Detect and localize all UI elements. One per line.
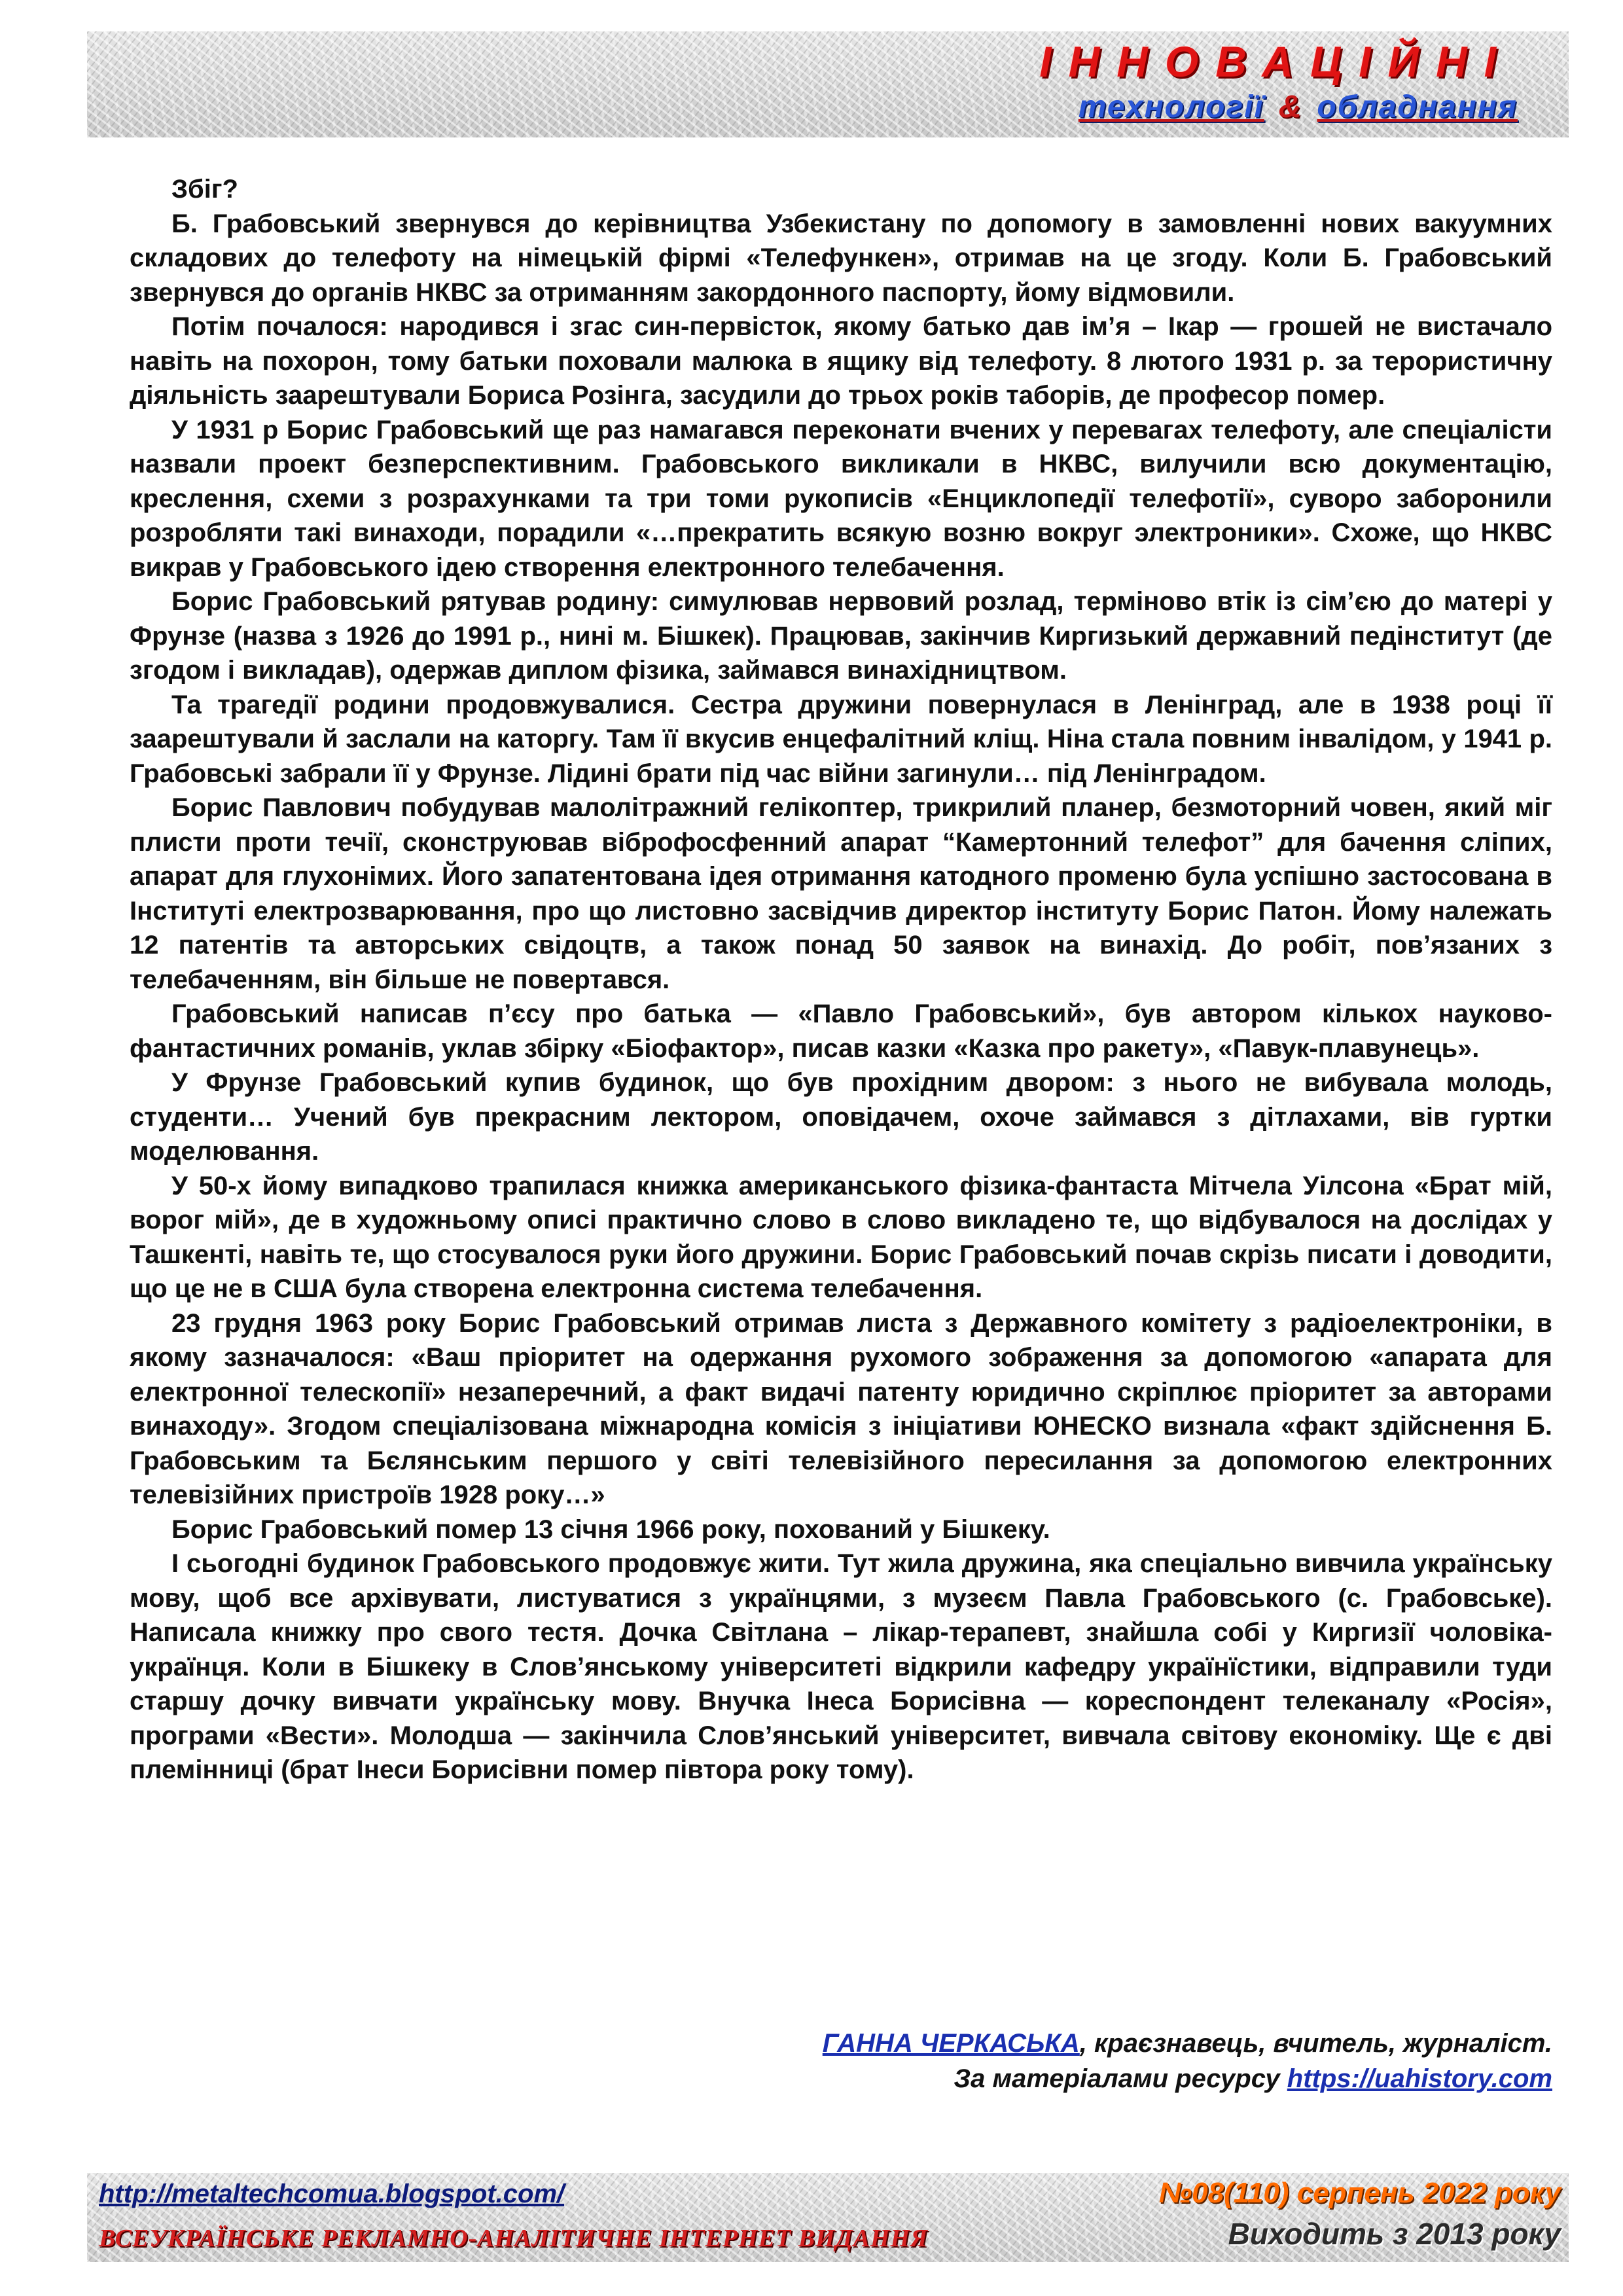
author-line — [823, 2026, 1552, 2061]
paragraph: Потім почалося: народився і згас син-первісток, якому батько дав ім’я – Ікар — грошей не вистачало навіть на похорон, тому батьки поховали малюка в ящику від телефоту. 8 лютого 1931 р. за терористичну діяльність заарештували Бориса Розінга, засудили до трьох років таборів, де професор помер. — [130, 312, 1552, 410]
source-line — [823, 2061, 1552, 2096]
blog-url-link[interactable]: http://metaltechcomua.blogspot.com/ — [99, 2179, 565, 2208]
author-link[interactable]: ГАННА ЧЕРКАСЬКА — [822, 2029, 1080, 2058]
magazine-title: ІННОВАЦІЙНІ — [1039, 37, 1513, 86]
paragraph: Борис Грабовський рятував родину: симулював нервовий розлад, терміново втік із сім’єю до матері у Фрунзе (назва з 1926 до 1991 р., нині м. Бішкек). Працював, закінчив Киргизький державний педінститут (де згодом і викладав), одержав диплом фізика, займався винахідництвом. — [130, 587, 1552, 685]
publication-description: ВСЕУКРАЇНСЬКЕ РЕКЛАМНО-АНАЛІТИЧНЕ ІНТЕРНЕТ ВИДАННЯ — [99, 2225, 929, 2252]
paragraph: У Фрунзе Грабовський купив будинок, що був прохідним двором: з нього не вибувала молодь, студенти… Учений був прекрасним лектором, оповідачем, охоче займався з дітлахами, вів гуртки моделювання. — [130, 1068, 1552, 1166]
paragraph: Б. Грабовський звернувся до керівництва Узбекистану по допомогу в замовленні нових вакуумних складових до телефоту на німецькій фірмі «Телефункен», отримав на це згоду. Коли Б. Грабовський звернувся до органів НКВС за отриманням закордонного паспорту, йому відмовили. — [130, 209, 1552, 307]
issue-number: №08(110) серпень 2022 року — [1158, 2177, 1561, 2209]
paragraph: Грабовський написав п’єсу про батька — «Павло Грабовський», був автором кількох науково-фантастичних романів, уклав збірку «Біофактор», писав казки «Казка про ракету», «Павук-плавунець». — [130, 999, 1552, 1063]
published-since: Виходить з 2013 року — [1228, 2217, 1561, 2251]
article-signature — [823, 2026, 1552, 2096]
paragraph: І сьогодні будинок Грабовського продовжує жити. Тут жила дружина, яка спеціально вивчила українську мову, щоб все архівувати, листуватися з українцями, з музеєм Павла Грабовського (с. Грабовське). Написала книжку про свого тестя. Дочка Світлана – лікар-терапевт, знайшла собі у Киргизії чоловіка-українця. Коли в Бішкеку в Слов’янському університеті відкрили кафедру українїстики, відправили туди старшу дочку вивчати українську мову. Внучка Інеса Борисівна — кореспондент телеканалу «Росія», програми «Вести». Молодша — закінчила Слов’янський університет, вивчала світову економіку. Ще є дві племінниці (брат Інеси Борисівни помер півтора року тому). — [130, 1549, 1552, 1784]
source-link[interactable]: https://uahistory.com — [1287, 2064, 1552, 2093]
magazine-subtitle — [1079, 89, 1518, 125]
article-body — [130, 172, 1552, 1787]
paragraph: Борис Грабовський помер 13 січня 1966 року, похований у Бішкеку. — [171, 1515, 1050, 1544]
paragraph: 23 грудня 1963 року Борис Грабовський отримав листа з Державного комітету з радіоелектроніки, в якому зазначалося: «Ваш пріоритет на одержання рухомого зображення за допомогою «апарата для електронної телескопії» незаперечний, а факт видачі патенту юридично скріплює пріоритет за авторами винаходу». Згодом спеціалізована міжнародна комісія з ініціативи ЮНЕСКО визнала «факт здійснення Б. Грабовським та Бєлянським першого у світі телевізійного пересилання за допомогою електронних телевізійних пристроїв 1928 року…» — [130, 1308, 1552, 1509]
footer-banner — [87, 2173, 1569, 2262]
paragraph: У 1931 р Борис Грабовський ще раз намагався переконати вчених у перевагах телефоту, але спеціалісти назвали проект безперспективним. Грабовського викликали в НКВС, вилучили всю документацію, креслення, схеми з розрахунками та три томи рукописів «Енциклопедії телефотії», суворо заборонили розробляти такі винаходи, порадили «…прекратить всякую возню вокруг электроники». Схоже, що НКВС викрав у Грабовського ідею створення електронного телебачення. — [130, 415, 1552, 582]
subtitle-ampersand: & — [1278, 90, 1303, 124]
header-banner — [87, 31, 1569, 137]
subtitle-equipment: обладнання — [1317, 90, 1518, 124]
paragraph: У 50-х йому випадково трапилася книжка американського фізика-фантаста Мітчела Уілсона «Брат мій, ворог мій», де в художньому описі практично слово в слово викладено те, що відбувалося на дослідах у Ташкенті, навіть те, що стосувалося руки його дружини. Борис Грабовський почав скрізь писати і доводити, що це не в США була створена електронна система телебачення. — [130, 1171, 1552, 1303]
source-prefix: За матеріалами ресурсу — [954, 2064, 1287, 2093]
paragraph: Збіг? — [171, 175, 238, 204]
paragraph: Та трагедії родини продовжувалися. Сестра дружини повернулася в Ленінград, але в 1938 році її заарештували й заслали на каторгу. Там її вкусив енцефалітний кліщ. Ніна стала повним інвалідом, у 1941 р. Грабовські забрали її у Фрунзе. Лідині брати під час війни загинули… під Ленінградом. — [130, 690, 1552, 788]
paragraph: Борис Павлович побудував малолітражний гелікоптер, трикрилий планер, безмоторний човен, який міг плисти проти течії, сконструював віброфосфенний апарат “Камертонний телефот” для бачення сліпих, апарат для глухонімих. Його запатентована ідея отримання катодного променю була успішно застосована в Інституті електрозварювання, про що листовно засвідчив директор інституту Борис Патон. Йому належать 12 патентів та авторських свідоцтв, а також понад 50 заявок на винахід. До робіт, пов’язаних з телебаченням, він більше не повертався. — [130, 793, 1552, 994]
author-description: , краєзнавець, вчитель, журналіст. — [1079, 2029, 1552, 2058]
subtitle-technologies: технології — [1078, 90, 1264, 124]
